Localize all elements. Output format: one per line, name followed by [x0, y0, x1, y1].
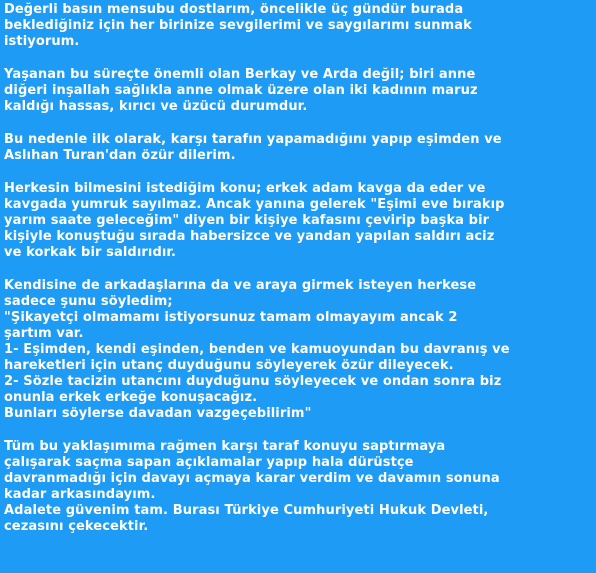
- text-line: beklediğiniz için her birinize sevgilerimi ve saygılarımı sunmak: [4, 18, 472, 33]
- text-line: Tüm bu yaklaşımıma rağmen karşı taraf konuyu saptırmaya: [4, 439, 446, 454]
- text-line: Değerli basın mensubu dostlarım, öncelikle üç gündür burada: [4, 2, 464, 17]
- text-line: Bunları söylerse davadan vazgeçebilirim": [4, 406, 312, 421]
- text-line: şartım var.: [4, 326, 84, 341]
- text-line: onunla erkek erkeğe konuşacağız.: [4, 390, 258, 405]
- text-line: Herkesin bilmesini istediğim konu; erkek adam kavga da eder ve: [4, 181, 486, 196]
- text-line: sadece şunu söyledim;: [4, 294, 173, 309]
- text-line: kadar arkasındayım.: [4, 487, 156, 502]
- text-line: diğeri inşallah sağlıkla anne olmak üzere olan iki kadının maruz: [4, 83, 478, 98]
- text-line: ve korkak bir saldırıdır.: [4, 245, 177, 260]
- text-line: çalışarak saçma sapan açıklamalar yapıp hala dürüstçe: [4, 455, 414, 470]
- text-line: kaldığı hassas, kırıcı ve üzücü durumdur.: [4, 99, 308, 114]
- text-line: davranmadığı için davayı açmaya karar verdim ve davamın sonuna: [4, 471, 500, 486]
- text-line: cezasını çekecektir.: [4, 519, 149, 534]
- statement-text: [0, 2, 596, 552]
- text-line: Adalete güvenim tam. Burası Türkiye Cumhuriyeti Hukuk Devleti,: [4, 503, 489, 518]
- text-line: kavgada yumruk sayılmaz. Ancak yanına gelerek "Eşimi eve bırakıp: [4, 197, 505, 212]
- paragraph-conclusion: [4, 439, 590, 535]
- text-line: kişiyle konuştuğu sırada habersizce ve yandan yapılan saldırı aciz: [4, 229, 495, 244]
- text-line: istiyorum.: [4, 34, 80, 49]
- text-line: Bu nedenle ilk olarak, karşı tarafın yapamadığını yapıp eşimden ve: [4, 132, 502, 147]
- paragraph-situation: [4, 67, 590, 115]
- paragraph-incident: [4, 181, 590, 261]
- paragraph-apology: [4, 132, 590, 164]
- text-line: yarım saate geleceğim" diyen bir kişiye kafasını çevirip başka bir: [4, 213, 490, 228]
- paragraph-conditions: [4, 278, 590, 422]
- text-line: Kendisine de arkadaşlarına da ve araya girmek isteyen herkese: [4, 278, 477, 293]
- text-line: 1- Eşimden, kendi eşinden, benden ve kamuoyundan bu davranış ve: [4, 342, 510, 357]
- text-line: "Şikayetçi olmamamı istiyorsunuz tamam olmayayım ancak 2: [4, 310, 458, 325]
- paragraph-greeting: [4, 2, 590, 50]
- text-line: 2- Sözle tacizin utancını duyduğunu söyleyecek ve ondan sonra biz: [4, 374, 502, 389]
- text-line: Aslıhan Turan'dan özür dilerim.: [4, 148, 236, 163]
- text-line: hareketleri için utanç duyduğunu söyleyerek özür dileyecek.: [4, 358, 454, 373]
- text-line: Yaşanan bu süreçte önemli olan Berkay ve Arda değil; biri anne: [4, 67, 476, 82]
